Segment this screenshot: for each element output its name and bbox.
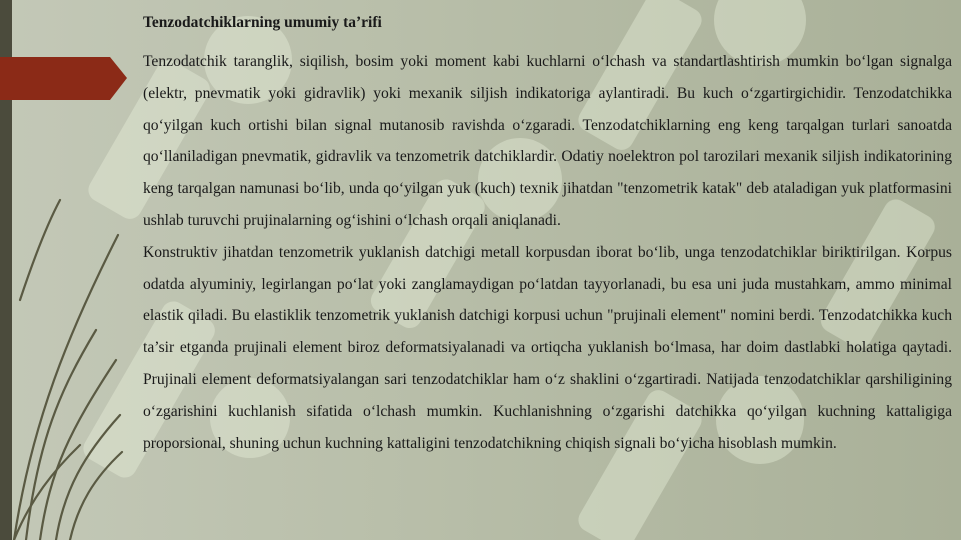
page-title: Tenzodatchiklarning umumiy ta’rifi: [143, 14, 382, 31]
red-arrow-shape: [0, 57, 127, 100]
paragraph-1: Tenzodatchik taranglik, siqilish, bosim yoki moment kabi kuchlarni o‘lchash va standartlashtirish mumkin bo‘lgan signalga (elektr, pnevmatik yoki gidravlik) yoki mexanik siljish indikatoriga aylantiradi. Bu kuch o‘zgartirgichidir. Tenzodatchikka qo‘yilgan kuch ortishi bilan signal mutanosib ravishda o‘zgaradi. Tenzodatchiklarning eng keng tarqalgan turlari sanoatda qo‘llaniladigan pnevmatik, gidravlik va tenzometrik datchiklardir. Odatiy noelektron pol tarozilari mexanik siljish indikatorining keng tarqalgan namunasi bo‘lib, unda qo‘yilgan yuk (kuch) texnik jihatdan "tenzometrik katak" deb ataladigan yuk platformasini ushlab turuvchi prujinalarning og‘ishini o‘lchash orqali aniqlanadi.: [143, 53, 952, 229]
paragraph-2: Konstruktiv jihatdan tenzometrik yuklanish datchigi metall korpusdan iborat bo‘lib, unga tenzodatchiklar biriktirilgan. Korpus odatda alyuminiy, legirlangan po‘lat yoki zanglamaydigan po‘latdan tayyorlanadi, bu esa uni juda mustahkam, ammo minimal elastik qiladi. Bu elastiklik tenzometrik yuklanish datchigi korpusi uchun "prujinali element" nomini berdi. Tenzodatchikka kuch ta’sir etganda prujinali element biroz deformatsiyalanadi va ortiqcha yuklanish bo‘lmasa, har doim dastlabki holatiga qaytadi. Prujinali element deformatsiyalangan sari tenzodatchiklar ham o‘z shaklini o‘zgartiradi. Natijada tenzodatchiklar qarshiligining o‘zgarishini kuchlanish sifatida o‘lchash mumkin. Kuchlanishning o‘zgarishi datchikka qo‘yilgan kuchning kattaligiga proporsional, shuning uchun kuchning kattaligini tenzodatchikning chiqish signali bo‘yicha hisoblash mumkin.: [143, 243, 952, 452]
content-area: [143, 8, 952, 459]
decorative-stems: [0, 0, 140, 540]
